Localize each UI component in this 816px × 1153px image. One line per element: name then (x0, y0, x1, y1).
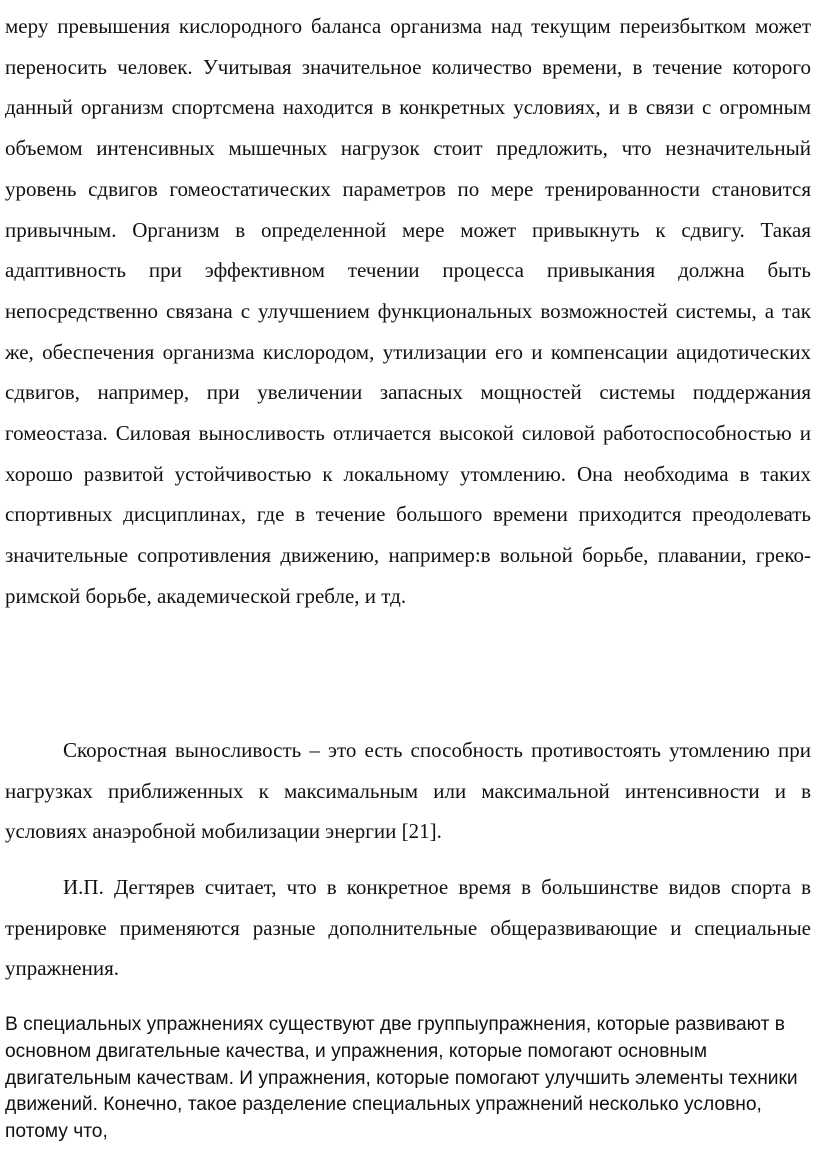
paragraph-speed-endurance: Скоростная выносливость – это есть способность противостоять утомлению при нагрузках приближенных к максимальным или максимальной интенсивности и в условиях анаэробной мобилизации энергии [21]. (5, 738, 811, 844)
paragraph-degtyarev: И.П. Дегтярев считает, что в конкретное время в большинстве видов спорта в тренировке применяются разные дополнительные общеразвивающие и специальные упражнения. (5, 875, 811, 981)
paragraph-endurance: меру превышения кислородного баланса организма над текущим переизбытком может переносить человек. Учитывая значительное количество времени, в течение которого данный организм спортсмена находится в конкретных условиях, и в связи с огромным объемом интенсивных мышечных нагрузок стоит предложить, что незначительный уровень сдвигов гомеостатических параметров по мере тренированности становится привычным. Организм в определенной мере может привыкнуть к сдвигу. Такая адаптивность при эффективном течении процесса привыкания должна быть непосредственно связана с улучшением функциональных возможностей системы, а так же, обеспечения организма кислородом, утилизации его и компенсации ацидотических сдвигов, например, при увеличении запасных мощностей системы поддержания гомеостаза. Силовая выносливость отличается высокой силовой работоспособностью и хорошо развитой устойчивостью к локальному утомлению. Она необходима в таких спортивных дисциплинах, где в течение большого времени приходится преодолевать значительные сопротивления движению, например:в вольной борьбе, плавании, греко-римской борьбе, академической гребле, и тд. (5, 14, 811, 608)
paragraph-special-exercises: В специальных упражнениях существуют две группыупражнения, которые развивают в основном двигательные качества, и упражнения, которые помогают основным двигательным качествам. И упражнения, которые помогают улучшить элементы техники движений. Конечно, такое разделение специальных упражнений несколько условно, потому что, (5, 1014, 798, 1143)
